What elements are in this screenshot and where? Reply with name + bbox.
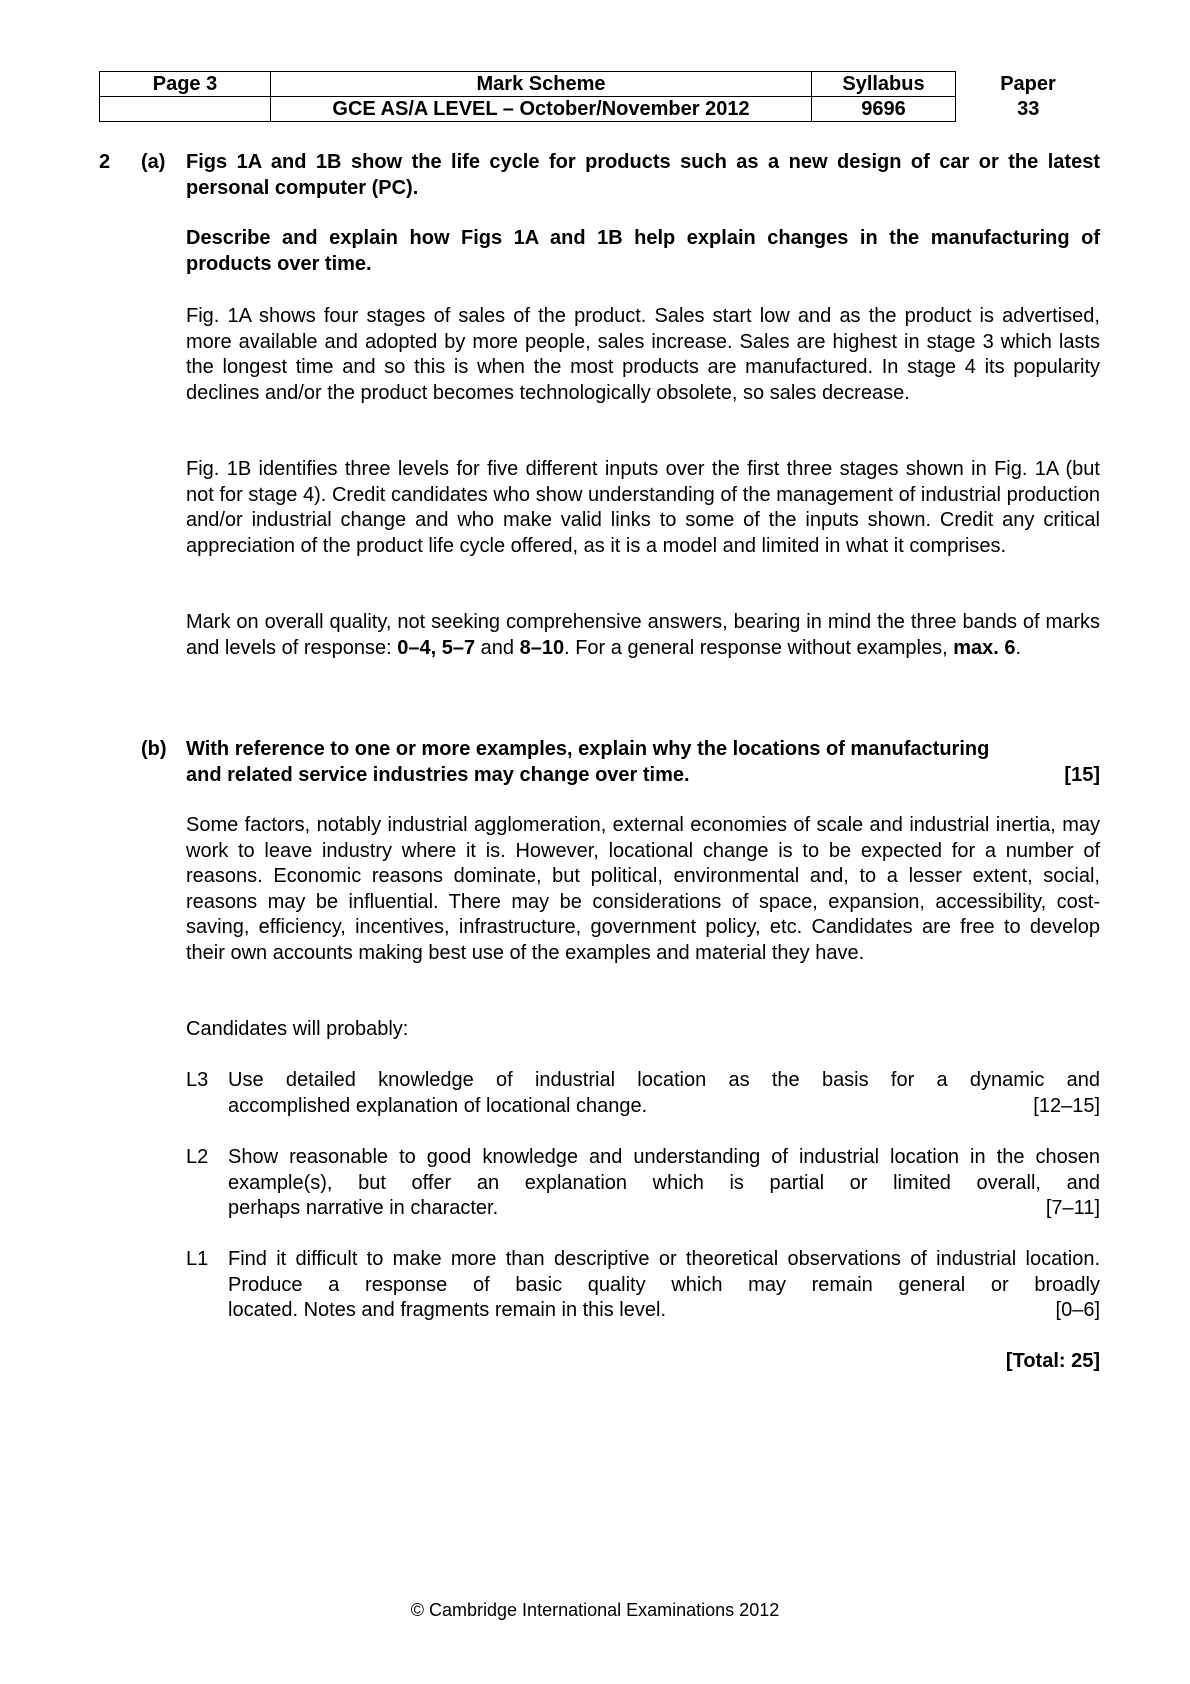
part-b-marks: [15] (1064, 763, 1100, 786)
mark-band-max: max. 6 (953, 636, 1016, 659)
level-last-line: located. Notes and fragments remain in this level. (228, 1299, 666, 1321)
level-last-line-row (228, 1298, 1100, 1324)
total-marks: [Total: 25] (1005, 1350, 1100, 1372)
header-paper-label: Paper (1000, 72, 1056, 95)
part-b-prompt-line-2-row (186, 763, 1100, 789)
level-last-line-row (228, 1094, 1100, 1120)
header-row-1 (100, 72, 1101, 97)
mark-band-high: 8–10 (519, 636, 565, 659)
part-b-prompt (186, 737, 1100, 788)
part-b-paragraph-2: Candidates will probably: (186, 1018, 409, 1040)
level-last-line-row (228, 1196, 1100, 1222)
part-a-prompt-1: Figs 1A and 1B show the life cycle for products such as a new design of car or the latest personal computer (PC). (186, 151, 1100, 199)
level-text-body: Show reasonable to good knowledge and understanding of industrial location in the chosen example(s), but offer an explanation which is partial or limited overall, and (228, 1146, 1100, 1194)
copyright-footer: © Cambridge International Examinations 2012 (410, 1600, 780, 1620)
part-a-paragraph-3 (186, 610, 1100, 661)
level-last-line: perhaps narrative in character. (228, 1197, 499, 1219)
level-text (228, 1247, 1100, 1324)
question-number: 2 (99, 151, 111, 173)
level-descriptor-l2 (186, 1145, 1100, 1222)
level-marks: [12–15] (1033, 1094, 1100, 1117)
part-a-prompt-2: Describe and explain how Figs 1A and 1B help explain changes in the manufacturing of products over time. (186, 227, 1100, 275)
level-text (228, 1068, 1100, 1119)
level-label: L1 (186, 1248, 209, 1270)
header-paper-number: 33 (1017, 97, 1040, 120)
mark-band-general: . For a general response without examples, (564, 636, 954, 659)
header-subtitle: GCE AS/A LEVEL – October/November 2012 (271, 97, 812, 122)
mark-band-low-mid: 0–4, 5–7 (397, 636, 476, 659)
header-title: Mark Scheme (271, 72, 812, 97)
level-marks: [0–6] (1055, 1299, 1100, 1321)
level-text (228, 1145, 1100, 1222)
part-b-paragraph-1: Some factors, notably industrial agglomeration, external economies of scale and industrial inertia, may work to leave industry where it is. However, locational change is to be expected for a number of reasons. Economic reasons dominate, but political, environmental and, to a lesser extent, social, reasons may be influential. There may be considerations of space, expansion, accessibility, cost-saving, efficiency, incentives, infrastructure, government policy, etc. Candidates are free to develop their own accounts making best use of the examples and material they have. (186, 814, 1100, 964)
header-syllabus-code: 9696 (812, 97, 956, 122)
level-text-body: Find it difficult to make more than descriptive or theoretical observations of industrial location. Produce a response of basic quality which may remain general or broadly (228, 1248, 1100, 1296)
part-b-prompt-line-2: and related service industries may change over time. (186, 763, 690, 786)
level-label: L3 (186, 1069, 209, 1091)
level-last-line: accomplished explanation of locational change. (228, 1094, 648, 1117)
part-b-label: (b) (141, 738, 167, 760)
mark-band-and: and (475, 636, 520, 659)
part-a-paragraph-1: Fig. 1A shows four stages of sales of the product. Sales start low and as the product is advertised, more available and adopted by more people, sales increase. Sales are highest in stage 3 which lasts the longest time and so this is when the most products are manufactured. In stage 4 its popularity declines and/or the product becomes technologically obsolete, so sales decrease. (186, 305, 1100, 404)
part-a-label: (a) (141, 151, 166, 173)
level-descriptor-l3 (186, 1068, 1100, 1119)
header-page: Page 3 (100, 72, 271, 97)
level-text-body: Use detailed knowledge of industrial location as the basis for a dynamic and (228, 1069, 1100, 1091)
level-marks: [7–11] (1045, 1197, 1100, 1219)
level-label: L2 (186, 1146, 209, 1168)
header-page-blank (100, 97, 271, 122)
part-a-paragraph-2: Fig. 1B identifies three levels for five different inputs over the first three stages shown in Fig. 1A (but not for stage 4). Credit candidates who show understanding of the management of industrial production and/or industrial change and who make valid links to some of the inputs shown. Credit any critical appreciation of the product life cycle offered, as it is a model and limited in what it comprises. (186, 458, 1100, 557)
header-row-2 (100, 97, 1101, 122)
mark-band-end: . (1015, 636, 1022, 659)
mark-bands-intro: Mark on overall quality, not seeking comprehensive answers, bearing in mind the three bands of marks and levels of response: (186, 611, 1100, 659)
header-syllabus-label: Syllabus (812, 72, 956, 97)
part-b-prompt-line-1: With reference to one or more examples, explain why the locations of manufacturing (186, 738, 990, 760)
level-descriptor-l1 (186, 1247, 1100, 1324)
header-table (99, 71, 1101, 122)
